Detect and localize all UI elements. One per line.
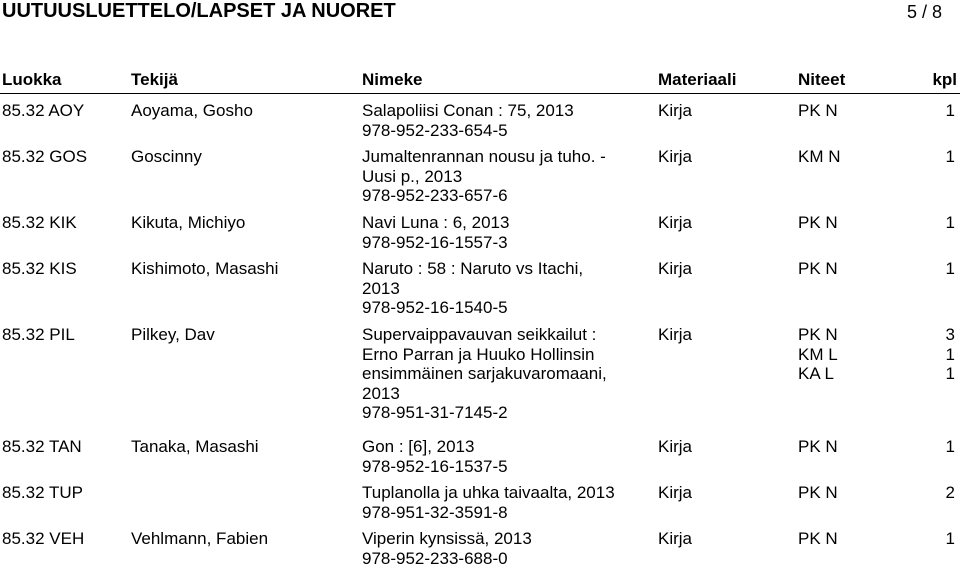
row-kpl: 1 xyxy=(945,364,955,383)
row-materiaali: Kirja xyxy=(658,213,693,232)
list-title: UUTUUSLUETTELO/LAPSET JA NUORET xyxy=(2,0,396,22)
row-niteet: KM L xyxy=(798,344,838,364)
column-header-luokka: Luokka xyxy=(2,70,62,89)
row-nimeke-line: Jumaltenrannan nousu ja tuho. - xyxy=(362,147,606,166)
row-tekija: Vehlmann, Fabien xyxy=(131,529,269,548)
row-materiaali: Kirja xyxy=(658,529,693,548)
row-kpl: 1 xyxy=(945,147,955,166)
row-kpl: 1 xyxy=(945,529,955,548)
row-luokka: 85.32 VEH xyxy=(2,529,85,548)
row-niteet: PK N xyxy=(798,483,838,502)
row-nimeke-line: 978-952-233-657-6 xyxy=(362,186,508,205)
row-kpl: 1 xyxy=(945,101,955,120)
row-nimeke-line: 978-952-16-1537-5 xyxy=(362,456,508,476)
column-header-niteet: Niteet xyxy=(798,70,846,89)
row-tekija: Tanaka, Masashi xyxy=(131,437,259,456)
row-luokka: 85.32 KIK xyxy=(2,213,77,232)
row-nimeke-line: 978-952-233-654-5 xyxy=(362,120,508,140)
row-nimeke-line: Erno Parran ja Huuko Hollinsin xyxy=(362,344,595,364)
row-niteet: KA L xyxy=(798,364,834,383)
row-nimeke-line: 978-952-16-1540-5 xyxy=(362,298,508,317)
row-nimeke-line: 978-952-16-1557-3 xyxy=(362,232,508,252)
row-luokka: 85.32 AOY xyxy=(2,101,85,120)
row-niteet: PK N xyxy=(798,101,838,120)
row-kpl: 1 xyxy=(945,437,955,456)
row-materiaali: Kirja xyxy=(658,483,693,502)
row-tekija: Goscinny xyxy=(131,147,202,166)
row-kpl: 1 xyxy=(945,259,955,278)
row-niteet: PK N xyxy=(798,529,838,548)
column-header-nimeke: Nimeke xyxy=(362,70,423,89)
row-tekija: Kishimoto, Masashi xyxy=(131,259,279,278)
row-luokka: 85.32 TUP xyxy=(2,483,83,502)
row-luokka: 85.32 PIL xyxy=(2,325,75,344)
row-luokka: 85.32 KIS xyxy=(2,259,77,278)
row-niteet: KM N xyxy=(798,147,841,166)
row-kpl: 3 xyxy=(945,325,955,344)
row-nimeke-line: Viperin kynsissä, 2013 xyxy=(362,529,532,548)
row-nimeke-line: 978-952-233-688-0 xyxy=(362,548,508,568)
row-materiaali: Kirja xyxy=(658,101,693,120)
row-nimeke-line: 2013 xyxy=(362,278,400,298)
row-tekija: Aoyama, Gosho xyxy=(131,101,253,120)
row-nimeke-line: 2013 xyxy=(362,383,400,403)
row-niteet: PK N xyxy=(798,325,838,344)
row-nimeke-line: 978-951-31-7145-2 xyxy=(362,403,508,422)
row-materiaali: Kirja xyxy=(658,259,693,278)
row-luokka: 85.32 GOS xyxy=(2,147,88,166)
row-nimeke-line: Naruto : 58 : Naruto vs Itachi, xyxy=(362,259,584,278)
row-tekija: Kikuta, Michiyo xyxy=(131,213,246,232)
row-niteet: PK N xyxy=(798,259,838,278)
header-divider xyxy=(0,93,960,94)
row-niteet: PK N xyxy=(798,213,838,232)
row-luokka: 85.32 TAN xyxy=(2,437,82,456)
row-kpl: 1 xyxy=(945,344,955,364)
row-nimeke-line: ensimmäinen sarjakuvaromaani, xyxy=(362,364,607,383)
row-kpl: 2 xyxy=(945,483,955,502)
row-nimeke-line: Gon : [6], 2013 xyxy=(362,437,475,456)
row-nimeke-line: Tuplanolla ja uhka taivaalta, 2013 xyxy=(362,483,615,502)
row-nimeke-line: Navi Luna : 6, 2013 xyxy=(362,213,510,232)
row-nimeke-line: Uusi p., 2013 xyxy=(362,166,463,186)
column-header-tekija: Tekijä xyxy=(131,70,178,89)
row-kpl: 1 xyxy=(945,213,955,232)
row-nimeke-line: 978-951-32-3591-8 xyxy=(362,502,508,522)
row-materiaali: Kirja xyxy=(658,325,693,344)
row-niteet: PK N xyxy=(798,437,838,456)
column-header-materiaali: Materiaali xyxy=(658,70,737,89)
row-materiaali: Kirja xyxy=(658,147,693,166)
row-nimeke-line: Supervaippavauvan seikkailut : xyxy=(362,325,597,344)
column-header-kpl: kpl xyxy=(932,70,957,89)
row-nimeke-line: Salapoliisi Conan : 75, 2013 xyxy=(362,101,574,120)
row-tekija: Pilkey, Dav xyxy=(131,325,215,344)
row-materiaali: Kirja xyxy=(658,437,693,456)
page-number: 5 / 8 xyxy=(906,2,942,22)
